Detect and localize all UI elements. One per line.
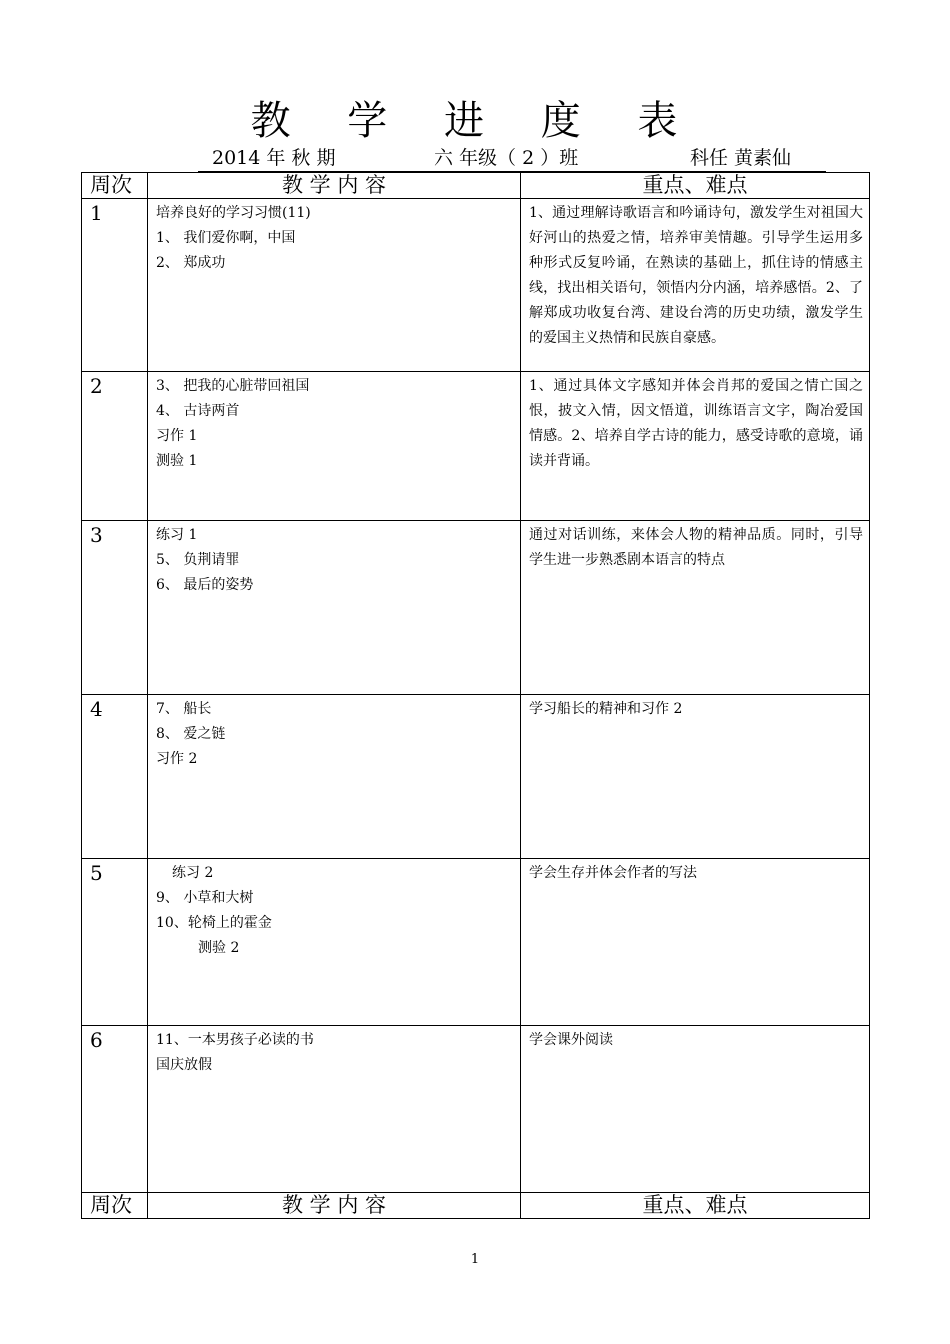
content-line: 6、 最后的姿势 <box>156 577 254 593</box>
document-subtitle <box>198 145 826 172</box>
content-line: 习作 1 <box>156 428 198 444</box>
table-row <box>82 695 870 859</box>
table-row <box>82 372 870 521</box>
week-cell: 3 <box>82 521 148 695</box>
schedule-table <box>81 172 870 1219</box>
content-line: 练习 2 <box>172 865 214 881</box>
content-cell <box>148 372 521 521</box>
content-line: 习作 2 <box>156 751 198 767</box>
content-line: 3、 把我的心脏带回祖国 <box>156 378 310 394</box>
content-line: 练习 1 <box>156 527 198 543</box>
content-line: 9、 小草和大树 <box>156 890 254 906</box>
content-line: 8、 爱之链 <box>156 726 226 742</box>
content-cell <box>148 1026 521 1193</box>
week-cell: 4 <box>82 695 148 859</box>
points-cell: 通过对话训练，来体会人物的精神品质。同时，引导学生进一步熟悉剧本语言的特点 <box>521 521 870 695</box>
content-line: 培养良好的学习习惯(11) <box>156 205 311 221</box>
content-line: 2、 郑成功 <box>156 255 226 271</box>
term-label: 2014 年 秋 期 <box>212 147 336 169</box>
points-cell: 学习船长的精神和习作 2 <box>521 695 870 859</box>
content-line: 10、轮椅上的霍金 <box>156 915 272 931</box>
week-cell: 5 <box>82 859 148 1026</box>
content-line: 测验 1 <box>156 453 198 469</box>
content-line: 11、一本男孩子必读的书 <box>156 1032 314 1048</box>
header-content: 教 学 内 容 <box>148 173 521 199</box>
document-title: 教 学 进 度 表 <box>250 98 700 144</box>
week-cell: 1 <box>82 199 148 372</box>
week-cell: 2 <box>82 372 148 521</box>
header-points: 重点、难点 <box>521 173 870 199</box>
table-row <box>82 521 870 695</box>
page-number: 1 <box>470 1252 480 1267</box>
content-line: 5、 负荆请罪 <box>156 552 240 568</box>
content-line: 1、 我们爱你啊，中国 <box>156 230 296 246</box>
content-cell <box>148 859 521 1026</box>
table-footer-header-row <box>82 1193 870 1219</box>
week-cell: 6 <box>82 1026 148 1193</box>
table-row <box>82 859 870 1026</box>
table-header-row <box>82 173 870 199</box>
points-cell: 学会生存并体会作者的写法 <box>521 859 870 1026</box>
content-line: 国庆放假 <box>156 1057 212 1073</box>
content-cell <box>148 695 521 859</box>
points-cell: 学会课外阅读 <box>521 1026 870 1193</box>
header-week: 周次 <box>82 173 148 199</box>
content-cell <box>148 521 521 695</box>
points-cell: 1、通过具体文字感知并体会肖邦的爱国之情亡国之恨，披文入情，因文悟道，训练语言文字，陶冶爱国情感。2、培养自学古诗的能力，感受诗歌的意境，诵读并背诵。 <box>521 372 870 521</box>
content-line: 7、 船长 <box>156 701 212 717</box>
class-label: 六 年级（ 2 ）班 <box>434 147 579 169</box>
content-line: 测验 2 <box>198 940 240 956</box>
footer-header-week: 周次 <box>82 1193 148 1219</box>
content-cell <box>148 199 521 372</box>
footer-header-points: 重点、难点 <box>521 1193 870 1219</box>
content-line: 4、 古诗两首 <box>156 403 240 419</box>
footer-header-content: 教 学 内 容 <box>148 1193 521 1219</box>
table-row <box>82 1026 870 1193</box>
points-cell: 1、通过理解诗歌语言和吟诵诗句，激发学生对祖国大好河山的热爱之情，培养审美情趣。引导学生运用多种形式反复吟诵，在熟读的基础上，抓住诗的情感主线，找出相关语句，领悟内分内涵，培养感悟。2、了解郑成功收复台湾、建设台湾的历史功绩，激发学生的爱国主义热情和民族自豪感。 <box>521 199 870 372</box>
teacher-label: 科任 黄素仙 <box>690 147 792 169</box>
table-row <box>82 199 870 372</box>
